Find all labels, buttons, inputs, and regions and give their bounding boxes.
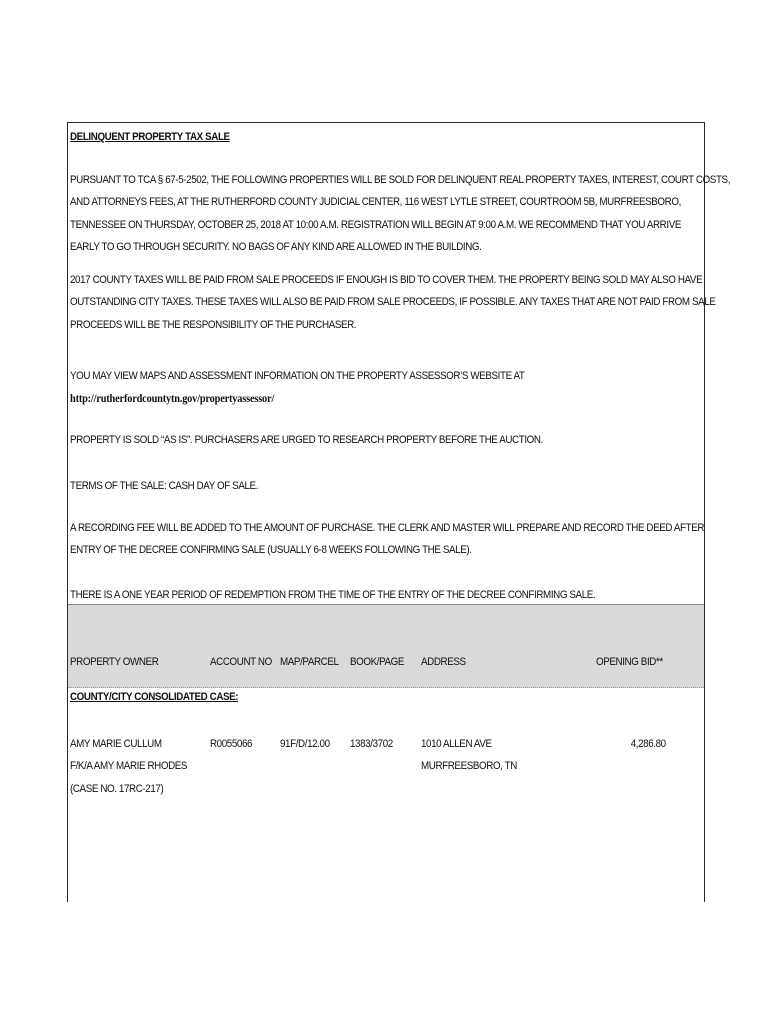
opening-bid-cell: 4,286.80 <box>630 738 666 750</box>
text-line: (CASE NO. 17RC-217) <box>70 782 164 795</box>
text-line: AMY MARIE CULLUM <box>70 738 162 750</box>
tax-sale-notice <box>67 122 731 902</box>
assessor-website-link[interactable]: http://rutherfordcountytn.gov/propertyassessor/ <box>70 391 275 405</box>
column-header-address: ADDRESS <box>421 656 466 668</box>
notice-paragraph-as-is: PROPERTY IS SOLD “AS IS”. PURCHASERS ARE URGED TO RESEARCH PROPERTY BEFORE THE AUCTION. <box>70 434 543 446</box>
map-parcel-cell: 91F/D/12.00 <box>280 738 330 750</box>
notice-paragraph-maps: YOU MAY VIEW MAPS AND ASSESSMENT INFORMATION ON THE PROPERTY ASSESSOR’S WEBSITE AT <box>70 370 525 382</box>
text-line: PROCEEDS WILL BE THE RESPONSIBILITY OF THE PURCHASER. <box>70 318 357 331</box>
owner-cell <box>70 733 187 800</box>
column-header-owner: PROPERTY OWNER <box>70 656 159 668</box>
notice-paragraph-redemption: THERE IS A ONE YEAR PERIOD OF REDEMPTION FROM THE TIME OF THE ENTRY OF THE DECREE CONFIRMING SALE. <box>70 589 596 601</box>
column-header-map-parcel: MAP/PARCEL <box>280 656 339 668</box>
column-header-account: ACCOUNT NO <box>210 656 272 668</box>
text-line: 2017 COUNTY TAXES WILL BE PAID FROM SALE PROCEEDS IF ENOUGH IS BID TO COVER THEM. THE PROPERTY BEING SOLD MAY ALSO HAVE <box>70 274 703 286</box>
text-line: PURSUANT TO TCA § 67-5-2502, THE FOLLOWING PROPERTIES WILL BE SOLD FOR DELINQUENT REAL PROPERTY TAXES, INTEREST, COURT COSTS, <box>70 174 731 186</box>
text-line: AND ATTORNEYS FEES, AT THE RUTHERFORD COUNTY JUDICIAL CENTER, 116 WEST LYTLE STREET, COURTROOM 5B, MURFREESBORO, <box>70 196 681 209</box>
text-line: A RECORDING FEE WILL BE ADDED TO THE AMOUNT OF PURCHASE. THE CLERK AND MASTER WILL PREPARE AND RECORD THE DEED AFTER <box>70 522 705 534</box>
text-line: 1010 ALLEN AVE <box>421 738 492 750</box>
text-line: MURFREESBORO, TN <box>421 760 517 773</box>
notice-paragraph-terms: TERMS OF THE SALE: CASH DAY OF SALE. <box>70 480 259 492</box>
section-heading: COUNTY/CITY CONSOLIDATED CASE: <box>70 691 239 703</box>
notice-paragraph-sale-terms <box>70 169 730 258</box>
text-line: EARLY TO GO THROUGH SECURITY. NO BAGS OF ANY KIND ARE ALLOWED IN THE BUILDING. <box>70 240 482 253</box>
text-line: F/K/A AMY MARIE RHODES <box>70 760 188 773</box>
column-header-opening-bid: OPENING BID** <box>596 656 663 668</box>
notice-paragraph-recording-fee <box>70 517 704 562</box>
notice-paragraph-taxes <box>70 269 716 336</box>
notice-title: DELINQUENT PROPERTY TAX SALE <box>70 131 230 143</box>
table-header-row <box>68 604 704 688</box>
text-line: ENTRY OF THE DECREE CONFIRMING SALE (USUALLY 6-8 WEEKS FOLLOWING THE SALE). <box>70 544 472 557</box>
column-header-book-page: BOOK/PAGE <box>350 656 405 668</box>
book-page-cell: 1383/3702 <box>350 738 393 750</box>
account-cell: R0055066 <box>210 738 253 750</box>
text-line: TENNESSEE ON THURSDAY, OCTOBER 25, 2018 AT 10:00 A.M. REGISTRATION WILL BEGIN AT 9:00 A.M. WE RECOMMEND THAT YOU ARRIVE <box>70 218 682 231</box>
address-cell <box>421 733 517 778</box>
text-line: OUTSTANDING CITY TAXES. THESE TAXES WILL ALSO BE PAID FROM SALE PROCEEDS, IF POSSIBLE. ANY TAXES THAT ARE NOT PAID FROM SALE <box>70 296 716 309</box>
